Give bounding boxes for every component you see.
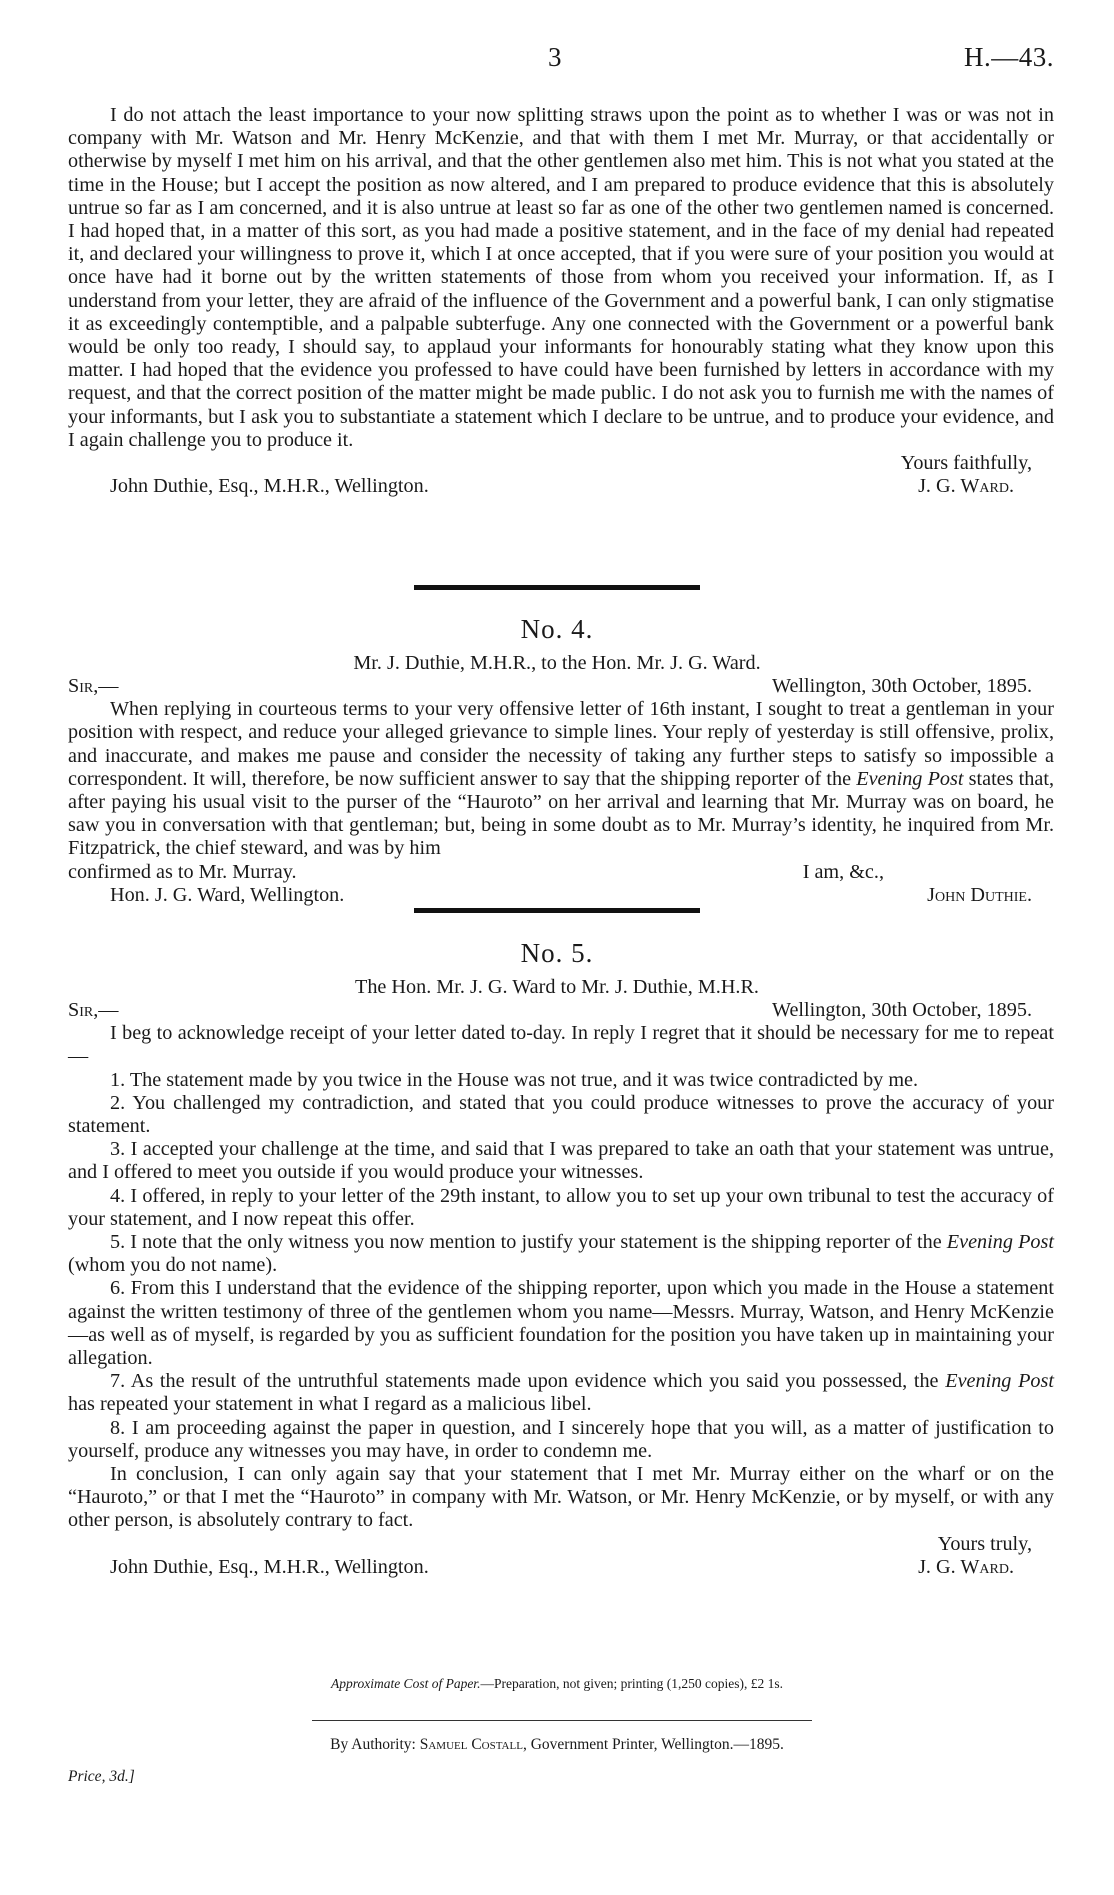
letter-3-body xyxy=(68,104,1054,498)
letter-5-item-5 xyxy=(68,1231,1054,1277)
letter-4-last-line: confirmed as to Mr. Murray. xyxy=(68,860,297,883)
letter-5-intro: I beg to acknowledge receipt of your letter dated to-day. In reply I regret that it should be necessary for me to repeat— xyxy=(68,1022,1054,1068)
authority-suffix: , Government Printer, Wellington.—1895. xyxy=(522,1736,784,1753)
cost-of-paper xyxy=(0,1676,1114,1692)
letter-4-heading xyxy=(0,652,1114,675)
letter-5-salutation-row xyxy=(68,999,1054,1022)
letter-4-paragraph xyxy=(68,698,1054,860)
letter-5-item-5-paper-name: Evening Post xyxy=(946,1231,1054,1254)
printer-authority xyxy=(0,1736,1114,1754)
letter-4-closing-row xyxy=(68,861,1054,884)
letter-4-place-date: Wellington, 30th October, 1895. xyxy=(772,675,1032,697)
letter-5-salutation: Sir,— xyxy=(68,999,119,1021)
letter-5-heading xyxy=(0,976,1114,999)
letter-5-place-date: Wellington, 30th October, 1895. xyxy=(772,999,1032,1021)
letter-3-closing-row xyxy=(68,452,1054,475)
letter-5-conclusion: In conclusion, I can only again say that your statement that I met Mr. Murray either on the wharf or on the “Hauroto,” or that I met the “Hauroto” in company with Mr. Watson, or Mr. Henry McKenzie, or by myself, or with any other person, is absolutely contrary to fact. xyxy=(68,1463,1054,1532)
letter-5-item-7-paper-name: Evening Post xyxy=(945,1370,1054,1393)
price-note: Price, 3d.] xyxy=(68,1768,135,1785)
letter-4-number: No. 4. xyxy=(520,614,594,644)
printer-name: Samuel Costall xyxy=(419,1736,523,1753)
letter-4-paragraph-part-b: states that, after paying his usual visit to the purser of the “Hauroto” on her arrival and learning that Mr. Murray was on board, he saw you in conversation with that gentleman; but, being in some doubt as to Mr. Murray’s identity, he inquired from Mr. Fitzpatrick, the chief steward, and was by him xyxy=(68,767,1054,860)
letter-4-signature: John Duthie. xyxy=(927,883,1032,906)
letter-5-item-6: 6. From this I understand that the evidence of the shipping reporter, upon which you made in the House a statement against the written testimony of three of the gentlemen whom you name—Messrs. Murray, Watson, and Henry McKenzie—as well as of myself, is regarded by you as sufficient foundation for the position you have taken up in maintaining your allegation. xyxy=(68,1277,1054,1370)
letter-5-item-7-part-a: 7. As the result of the untruthful statements made upon evidence which you said you possessed, the xyxy=(110,1370,946,1393)
letter-5-item-1: 1. The statement made by you twice in the House was not true, and it was twice contradicted by me. xyxy=(110,1068,919,1091)
letter-5-closing: Yours truly, xyxy=(937,1532,1032,1555)
section-divider xyxy=(414,585,700,590)
letter-5-item-4: 4. I offered, in reply to your letter of the 29th instant, to allow you to set up your own tribunal to test the accuracy of your statement, and I now repeat this offer. xyxy=(68,1184,1054,1230)
letter-5-item-2: 2. You challenged my contradiction, and stated that you could produce witnesses to prove the accuracy of your statement. xyxy=(68,1091,1054,1137)
letter-4-addressee: Hon. J. G. Ward, Wellington. xyxy=(110,883,345,906)
letter-5-heading-text: The Hon. Mr. J. G. Ward to Mr. J. Duthie, M.H.R. xyxy=(355,976,759,998)
cost-text: —Preparation, not given; printing (1,250 copies), £2 1s. xyxy=(480,1676,784,1691)
letter-5-number: No. 5. xyxy=(520,938,594,968)
letter-5-item-5-part-b: (whom you do not name). xyxy=(68,1254,278,1277)
document-reference: H.—43. xyxy=(964,42,1054,72)
letter-5-item-7 xyxy=(68,1370,1054,1416)
letter-4-heading-text: Mr. J. Duthie, M.H.R., to the Hon. Mr. J. G. Ward. xyxy=(353,652,761,674)
footer-rule xyxy=(312,1720,812,1721)
letter-5-item-8: 8. I am proceeding against the paper in question, and I sincerely hope that you will, as a matter of justification to yourself, produce any witnesses you may have, in order to condemn me. xyxy=(68,1416,1054,1462)
letter-5-item-3: 3. I accepted your challenge at the time, and said that I was prepared to take an oath that your statement was untrue, and I offered to meet you outside if you would produce your witnesses. xyxy=(68,1138,1054,1184)
letter-5-addressee: John Duthie, Esq., M.H.R., Wellington. xyxy=(110,1555,429,1578)
letter-3-signature: J. G. Ward. xyxy=(918,475,1014,498)
page-number: 3 xyxy=(548,42,562,72)
cost-label: Approximate Cost of Paper. xyxy=(330,1676,481,1691)
letter-4-paragraph-part-a: When replying in courteous terms to your very offensive letter of 16th instant, I sought to treat a gentleman in your position with respect, and reduce your alleged grievance to simple lines. Your reply of yesterday is still offensive, prolix, and inaccurate, and makes me pause and consider the necessity of taking any further steps to satisfy so impossible a correspondent. It will, therefore, be now sufficient answer to say that the shipping reporter of the xyxy=(68,698,1054,790)
letter-3-paragraph: I do not attach the least importance to your now splitting straws upon the point as to whether I was or was not in company with Mr. Watson and Mr. Henry McKenzie, and that with them I met Mr. Murray, or that accidentally or otherwise by myself I met him on his arrival, and that the other gentlemen also met him. This is not what you stated at the time in the House; but I accept the position as now altered, and I am prepared to produce evidence that this is absolutely untrue so far as I am concerned, and it is also untrue at least so far as one of the other two gentlemen named is concerned. I had hoped that, in a matter of this sort, as you had made a positive statement, and in the face of my denial had repeated it, and declared your willingness to prove it, which I at once accepted, that if you were sure of your position you would at once have had it borne out by the written statements of those from whom you received your information. If, as I understand from your letter, they are afraid of the influence of the Government and a powerful bank, I can only stigmatise it as exceedingly contemptible, and a palpable subterfuge. Any one connected with the Government or a powerful bank would be only too ready, I should say, to applaud your informants for honourably stating what they know upon this matter. I had hoped that the evidence you professed to have could have been furnished by letters in accordance with my request, and that the correct position of the matter might be made public. I do not ask you to furnish me with the names of your informants, but I ask you to substantiate a statement which I declare to be untrue, and to produce your evidence, and I again challenge you to produce it. xyxy=(68,104,1054,451)
authority-prefix: By Authority: xyxy=(330,1736,420,1753)
letter-3-addressee: John Duthie, Esq., M.H.R., Wellington. xyxy=(110,475,429,498)
letter-4-signoff-row xyxy=(68,884,1054,907)
letter-3-closing: Yours faithfully, xyxy=(900,452,1032,475)
letter-5-item-7-part-b: has repeated your statement in what I regard as a malicious libel. xyxy=(68,1393,592,1416)
letter-4-paper-name: Evening Post xyxy=(856,767,964,790)
letter-5-signoff-row xyxy=(68,1556,1054,1579)
section-divider xyxy=(414,908,700,913)
letter-5-signature: J. G. Ward. xyxy=(918,1555,1014,1578)
letter-3-signoff-row xyxy=(68,475,1054,498)
letter-4-closing: I am, &c., xyxy=(802,860,884,883)
letter-4-salutation-row xyxy=(68,675,1054,698)
letter-4-salutation: Sir,— xyxy=(68,675,119,697)
letter-5-item-5-part-a: 5. I note that the only witness you now mention to justify your statement is the shipping reporter of the xyxy=(110,1231,947,1254)
letter-5-body xyxy=(68,999,1054,1579)
letter-5-closing-row xyxy=(68,1533,1054,1556)
letter-4-body xyxy=(68,675,1054,907)
